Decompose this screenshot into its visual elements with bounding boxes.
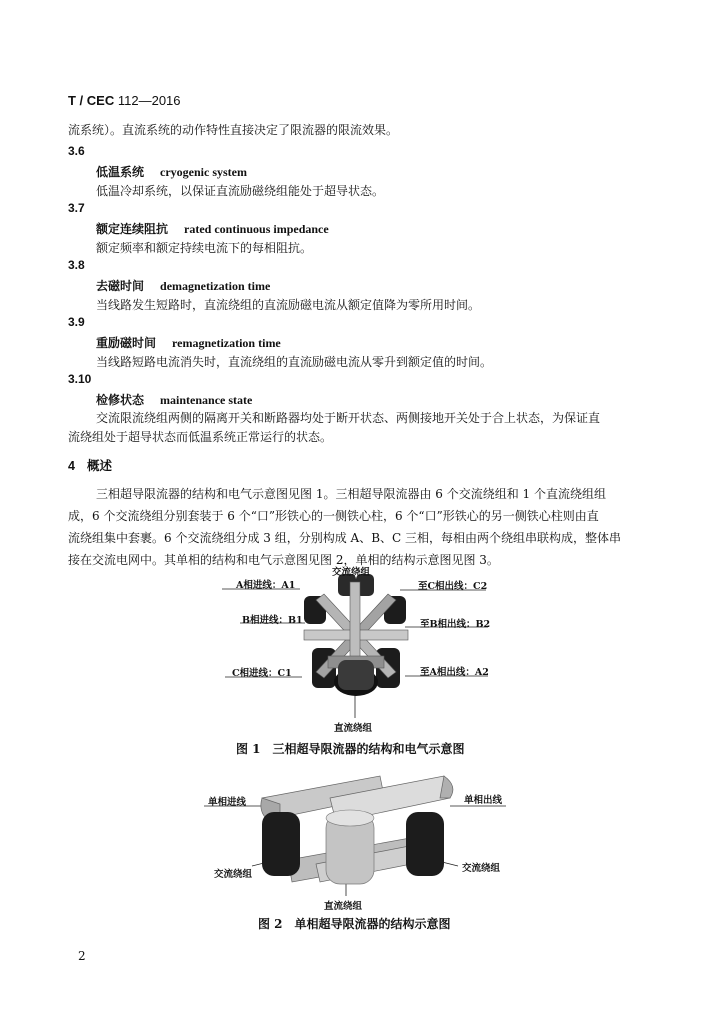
paragraph-line: 流绕组集中套裹。6 个交流绕组分成 3 组，分别构成 A、B、C 三相，每相由两个绕组串联构成，整体串: [68, 531, 622, 545]
term-en: maintenance state: [160, 393, 253, 407]
section-paragraph: [68, 483, 660, 571]
term-definition-line: 流绕组处于超导状态而低温系统正常运行的状态。: [68, 430, 333, 444]
term-definition: 当线路发生短路时，直流绕组的直流励磁电流从额定值降为零所用时间。: [96, 298, 481, 312]
term-heading: [96, 277, 270, 294]
term-zh: 重励磁时间: [96, 336, 157, 350]
term-en: rated continuous impedance: [184, 222, 329, 236]
figure-1-label-c-in: C相进线：C1: [232, 668, 292, 679]
section-number: 4: [68, 459, 75, 473]
term-heading: [96, 163, 247, 180]
figure-1-caption: 图 1 三相超导限流器的结构和电气示意图: [236, 742, 465, 756]
term-zh: 低温系统: [96, 165, 145, 179]
term-zh: 检修状态: [96, 393, 145, 407]
term-definition-line: 交流限流绕组两侧的隔离开关和断路器均处于断开状态、两侧接地开关处于合上状态，为保证直: [96, 411, 601, 425]
ac-coil-left: [262, 812, 300, 876]
ac-coil-right: [406, 812, 444, 876]
figure-1-label-ac-coil: 交流绕组: [332, 567, 371, 578]
figure-1-label-b-in: B相进线：B1: [242, 615, 303, 626]
standard-header: [68, 93, 181, 108]
clause-number: 3.7: [68, 201, 85, 215]
figure-2-label-ac-right: 交流绕组: [462, 863, 501, 874]
figure-2-drawing: [200, 768, 510, 912]
term-zh: 额定连续阻抗: [96, 222, 169, 236]
standard-number: 112—2016: [117, 93, 181, 108]
term-heading: [96, 391, 252, 408]
term-en: remagnetization time: [172, 336, 281, 350]
figure-1-label-b-out: 至B相出线：B2: [420, 619, 491, 630]
figure-1-label-a-out: 至A相出线：A2: [420, 667, 489, 678]
intro-line: 流系统）。直流系统的动作特性直接决定了限流器的限流效果。: [68, 123, 399, 137]
term-heading: [96, 334, 281, 351]
term-en: demagnetization time: [160, 279, 271, 293]
term-heading: [96, 220, 329, 237]
term-definition: 当线路短路电流消失时，直流绕组的直流励磁电流从零升到额定值的时间。: [96, 355, 493, 369]
term-definition: 低温冷却系统，以保证直流励磁绕组能处于超导状态。: [96, 184, 385, 198]
section-title: 概述: [86, 459, 112, 473]
clause-number: 3.10: [68, 372, 92, 386]
figure-2-label-out: 单相出线: [464, 795, 503, 806]
figure-2-label-ac-left: 交流绕组: [214, 869, 253, 880]
section-heading: [68, 456, 112, 474]
term-zh: 去磁时间: [96, 279, 145, 293]
clause-number: 3.6: [68, 144, 85, 158]
paragraph-line: 接在交流电网中。其单相的结构和电气示意图见图 2，单相的结构示意图见图 3。: [68, 553, 499, 567]
figure-1-label-c-out: 至C相出线：C2: [418, 581, 488, 592]
clause-number: 3.8: [68, 258, 85, 272]
figure-2-caption: 图 2 单相超导限流器的结构示意图: [258, 917, 451, 931]
figure-1-label-a-in: A相进线：A1: [236, 580, 296, 591]
standard-prefix: T / CEC: [68, 93, 115, 108]
paragraph-line: 成，6 个交流绕组分别套装于 6 个“口”形铁心的一侧铁心柱，6 个“口”形铁心的另一侧铁心柱则由直: [68, 509, 599, 523]
clause-number: 3.9: [68, 315, 85, 329]
figure-1: [220, 560, 500, 736]
term-en: cryogenic system: [160, 165, 247, 179]
figure-2-label-dc: 直流绕组: [324, 901, 363, 912]
figure-2-label-in: 单相进线: [208, 797, 247, 808]
term-definition: 额定频率和额定持续电流下的每相阻抗。: [96, 241, 313, 255]
dc-coil: [338, 660, 374, 690]
figure-2: [200, 768, 510, 912]
page-number: 2: [78, 949, 86, 963]
figure-1-label-dc-coil: 直流绕组: [334, 723, 373, 734]
paragraph-line: 三相超导限流器的结构和电气示意图见图 1。三相超导限流器由 6 个交流绕组和 1 个直流绕组组: [96, 487, 606, 501]
